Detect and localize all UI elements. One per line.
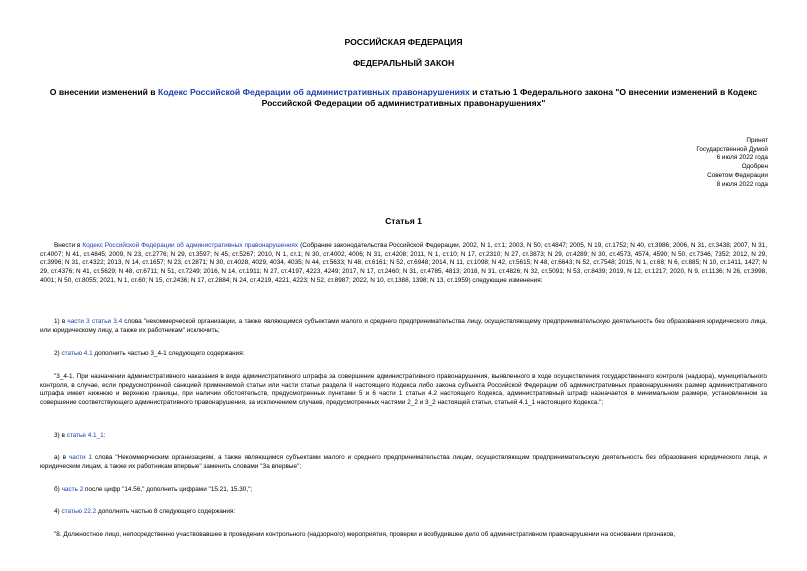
paragraph-item-4 bbox=[40, 508, 767, 517]
law-title bbox=[40, 87, 767, 109]
p1-citations: (Собрание законодательства Российской Федерации, 2002, N 1, ст.1; 2003, N 50, ст.4847; 2005, N 19, ст.1752; N 40, ст.3986; 2006, N 31, ст.3438; 2007, N 31, ст.4007; N 41, ст.4845; 2009, N 23, ст.2776; N 29, ст.3597; N 45, ст.5267; 2010, N 1, ст.1; N 30, ст.4002, 4006; N 31, ст.4208; 2011, N 1, ст.10; N 17, ст.2310; N 27, ст.3873; N 29, ст.4289; N 30, ст.4573, 4574, 4590; N 50, ст.7346, 7352; 2012, N 29, ст.3996; N 31, ст.4322; 2013, N 14, ст.1657; N 23, ст.2871; N 30, ст.4028, 4029, 4034, 4035; N 44, ст.5633; N 48, ст.6161; N 52, ст.6948; 2014, N 11, ст.1098; N 42, ст.5615; N 48, ст.6643; N 52, ст.7548; 2015, N 1, ст.68; N 6, ст.885; N 10, ст.1411, 1427; N 29, ст.4376; N 41, ст.5629; N 48, ст.6711; N 51, ст.7249; 2016, N 14, ст.1911; N 27, ст.4197, 4223, 4249; 2017, N 17, ст.2460; N 31, ст.4785, 4813; 2018, N 31, ст.4826; N 32, ст.5091; N 53, ст.8439; 2019, N 12, ст.1217; 2020, N 9, ст.1136; N 26, ст.3998, 4001; N 50, ст.8055; 2021, N 1, ст.60; N 15, ст.2436; N 17, ст.2884; N 24, ст.4219, 4221, 4223; N 52, ст.8987; 2022, N 10, ст.1388, 1398; N 13, ст.1959) следующие изменения: bbox=[40, 242, 767, 284]
paragraph-item-3a bbox=[40, 454, 767, 471]
p7-rest: после цифр "14.56," дополнить цифрами "15.21, 15.30,"; bbox=[83, 486, 253, 493]
approved-date: 8 июля 2022 года bbox=[716, 180, 768, 188]
paragraph-item-3b bbox=[40, 486, 767, 495]
p6-rest: слова "Некоммерческим организациям, а также являющимся субъектами малого и среднего предпринимательства лицам, осуществляющим предпринимательскую деятельность без образования юридического лица, и юридическим лицам, а также их работникам впервые" заменить словами "За впервые"; bbox=[40, 454, 767, 470]
article-heading: Статья 1 bbox=[385, 216, 422, 226]
law-type-heading: ФЕДЕРАЛЬНЫЙ ЗАКОН bbox=[352, 58, 455, 68]
adopted-label: Принят bbox=[746, 137, 768, 144]
p8-text: 4) bbox=[54, 508, 62, 515]
code-link[interactable]: Кодекс Российской Федерации об административных правонарушениях bbox=[82, 242, 299, 249]
paragraph-quote-3-4-1: "3_4-1. При назначении административного наказания в виде административного штрафа за совершение административного правонарушения, выявленного в ходе осуществления государственного контроля (надзора), муниципального контроля, в случае, если предусмотренной санкцией применяемой статьи или части статьи раздела II настоящего Кодекса либо закона субъекта Российской Федерации об административных правонарушениях размер административного штрафа имеет нижнюю и верхнюю границы, при наличии обстоятельств, предусмотренных пунктами 5 и 6 части 1 статьи 4.2 настоящего Кодекса, административный штраф назначается в минимальном размере, установленном за совершение соответствующего административного правонарушения, за исключением случаев, предусмотренных частями 2_2 и 3_2 настоящей статьи, статьей 4.1_1 настоящего Кодекса."; bbox=[40, 373, 767, 407]
paragraph-item-1 bbox=[40, 318, 767, 335]
paragraph-intro bbox=[40, 242, 767, 286]
p1-text: Внести в bbox=[54, 242, 83, 249]
article-4-1-link[interactable]: статью 4.1 bbox=[61, 350, 93, 357]
title-prefix: О внесении изменений в bbox=[49, 87, 158, 97]
adopted-by: Государственной Думой bbox=[696, 145, 768, 153]
paragraph-quote-8: "8. Должностное лицо, непосредственно участвовавшее в проведении контрольного (надзорного) мероприятия, проверки и возбудившее дело об административном правонарушении на основании признаков, bbox=[54, 531, 676, 538]
part-1-link[interactable]: части 1 bbox=[68, 454, 93, 461]
p6-text: а) в bbox=[54, 454, 69, 461]
code-link[interactable]: Кодекс Российской Федерации об административных правонарушениях bbox=[157, 87, 470, 97]
p8-rest: дополнить частью 8 следующего содержания: bbox=[96, 508, 236, 515]
part-2-link[interactable]: часть 2 bbox=[61, 486, 84, 493]
article-22-2-link[interactable]: статью 22.2 bbox=[61, 508, 97, 515]
p3-text: 2) bbox=[54, 350, 62, 357]
title-rest: и статью 1 Федерального закона "О внесении изменений в Кодекс Российской Федерации об административных правонарушениях" bbox=[261, 87, 758, 108]
adopted-date: 6 июля 2022 года bbox=[716, 154, 768, 162]
p2-rest: слова "некоммерческой организации, а также являющимся субъектами малого и среднего предпринимательства лицу, осуществляющему предпринимательскую деятельность без образования юридического лица, или юридическому лицу, а также их работникам" исключить; bbox=[40, 318, 768, 334]
p7-text: б) bbox=[54, 486, 62, 493]
article-4-1-1-link[interactable]: статье 4.1_1 bbox=[66, 432, 104, 439]
country-heading: РОССИЙСКАЯ ФЕДЕРАЦИЯ bbox=[344, 37, 463, 47]
p3-rest: дополнить частью 3_4-1 следующего содержания: bbox=[92, 350, 245, 357]
paragraph-item-2 bbox=[40, 350, 767, 359]
article-3-4-link[interactable]: статьи 3.4 bbox=[91, 318, 123, 325]
p5-text: 3) в bbox=[54, 432, 67, 439]
approved-by: Советом Федерации bbox=[707, 171, 768, 179]
paragraph-item-3 bbox=[40, 432, 767, 441]
p5-rest: : bbox=[103, 432, 106, 439]
approved-label: Одобрен bbox=[741, 163, 768, 171]
part-3-link[interactable]: части 3 bbox=[67, 318, 90, 325]
adoption-block bbox=[696, 137, 768, 189]
p2-text: 1) в bbox=[54, 318, 68, 325]
